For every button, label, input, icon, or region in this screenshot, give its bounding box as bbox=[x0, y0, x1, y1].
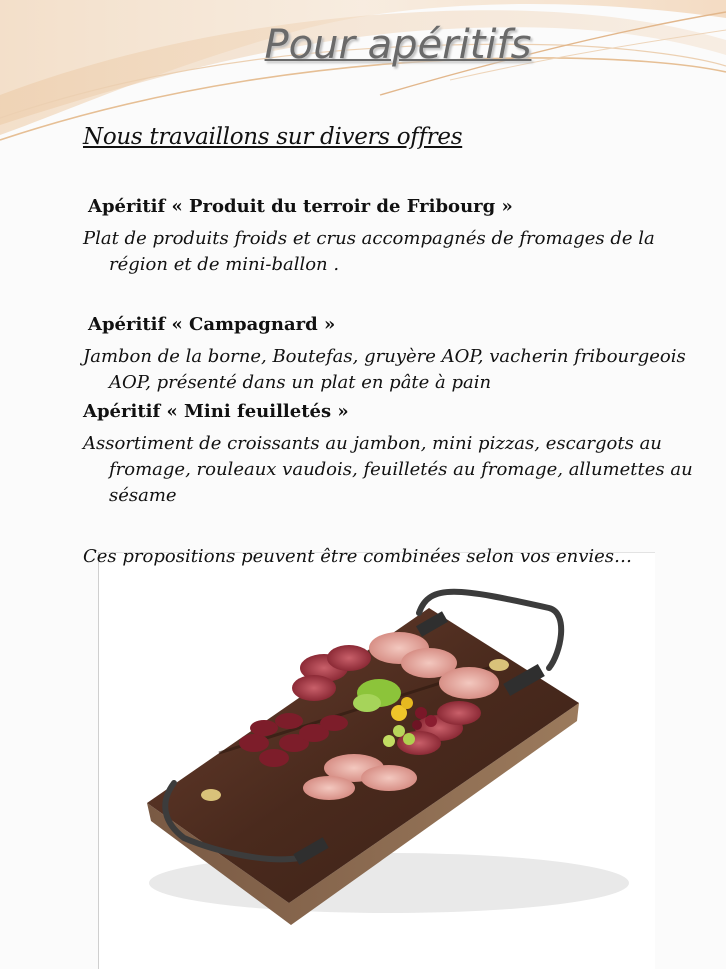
page-subtitle: Nous travaillons sur divers offres bbox=[83, 124, 463, 150]
offer-description-terroir: Plat de produits froids et crus accompagnés de fromages de la région et de mini-ballon . bbox=[83, 228, 655, 275]
offer-heading-campagnard: Apéritif « Campagnard » bbox=[88, 314, 336, 335]
page-title: Pour apéritifs bbox=[264, 22, 532, 68]
offer-heading-terroir: Apéritif « Produit du terroir de Fribourg » bbox=[88, 196, 513, 217]
offer-description-feuilletes: Assortiment de croissants au jambon, mini pizzas, escargots au fromage, rouleaux vaudois, feuilletés au fromage, allumettes au sésame bbox=[83, 433, 693, 506]
offer-description-campagnard: Jambon de la borne, Boutefas, gruyère AOP, vacherin fribourgeois AOP, présenté dans un plat en pâte à pain bbox=[83, 346, 686, 393]
closing-note: Ces propositions peuvent être combinées selon vos envies… bbox=[83, 546, 633, 567]
charcuterie-board-photo bbox=[98, 552, 655, 969]
offer-heading-feuilletes: Apéritif « Mini feuilletés » bbox=[83, 401, 349, 422]
